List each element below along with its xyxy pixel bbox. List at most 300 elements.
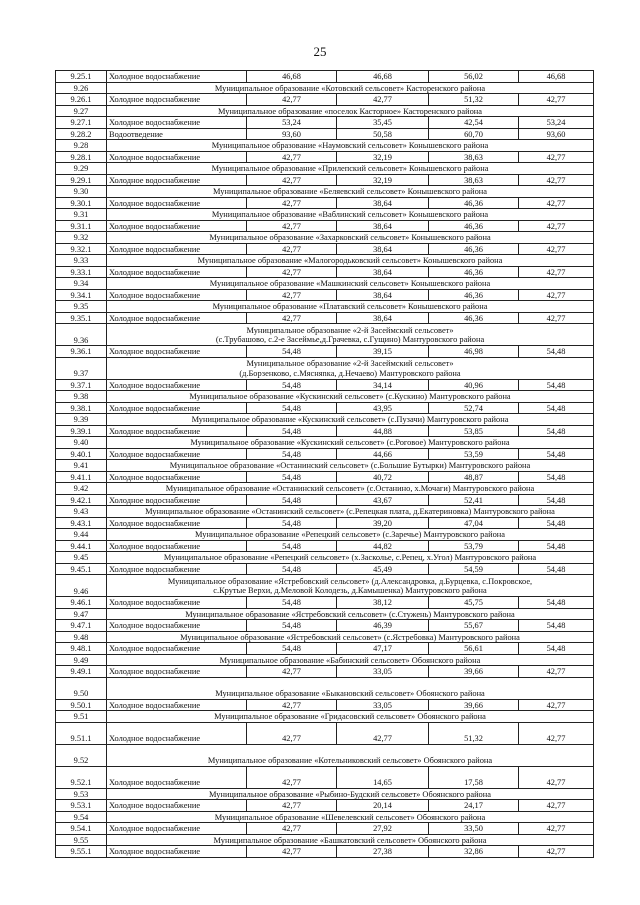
tariff-value: 42,77 — [247, 823, 337, 835]
section-title-line: Муниципальное образование «Останинский сельсовет» (с.Останино, х.Мочаги) Мантуровского района — [165, 484, 535, 494]
section-title-line: Муниципальное образование «Захарковский сельсовет» Конышевского района — [209, 233, 491, 243]
row-number: 9.48.1 — [56, 643, 107, 655]
table-row — [56, 379, 594, 391]
row-number: 9.41 — [56, 460, 107, 472]
service-name: Холодное водоснабжение — [107, 699, 247, 711]
tariff-value: 54,48 — [519, 448, 594, 460]
tariff-value: 54,48 — [247, 540, 337, 552]
section-header-row — [56, 575, 594, 597]
tariff-value: 38,12 — [337, 597, 429, 609]
service-name: Холодное водоснабжение — [107, 174, 247, 186]
section-title — [107, 677, 594, 699]
tariff-value: 42,77 — [247, 266, 337, 278]
service-name: Холодное водоснабжение — [107, 266, 247, 278]
table-row — [56, 563, 594, 575]
row-number: 9.35 — [56, 301, 107, 313]
row-number: 9.45 — [56, 552, 107, 564]
tariff-value: 35,45 — [337, 117, 429, 129]
tariff-value: 42,77 — [519, 289, 594, 301]
row-number: 9.50.1 — [56, 699, 107, 711]
tariff-value: 39,15 — [337, 346, 429, 358]
tariff-value: 54,48 — [247, 494, 337, 506]
tariff-value: 53,79 — [429, 540, 519, 552]
section-header-row — [56, 788, 594, 800]
section-header-row — [56, 608, 594, 620]
tariff-value: 42,77 — [519, 823, 594, 835]
tariff-value: 42,77 — [247, 312, 337, 324]
section-title — [107, 82, 594, 94]
tariff-value: 42,77 — [519, 312, 594, 324]
table-row — [56, 823, 594, 835]
tariff-value: 39,66 — [429, 666, 519, 678]
tariff-value: 46,39 — [337, 620, 429, 632]
row-number: 9.49 — [56, 654, 107, 666]
section-title — [107, 711, 594, 723]
tariff-value: 42,77 — [247, 766, 337, 788]
tariff-table — [55, 70, 594, 858]
section-header-row — [56, 631, 594, 643]
tariff-value: 32,19 — [337, 174, 429, 186]
section-header-row — [56, 105, 594, 117]
section-title-line-2: с.Крутые Верхи, д.Меловой Колодезь, д.Камышенка) Мантуровского района — [213, 586, 487, 596]
table-row — [56, 722, 594, 744]
section-title — [107, 163, 594, 175]
tariff-value: 38,63 — [429, 151, 519, 163]
row-number: 9.28.1 — [56, 151, 107, 163]
tariff-value: 56,61 — [429, 643, 519, 655]
section-title — [107, 232, 594, 244]
tariff-value: 54,48 — [247, 379, 337, 391]
tariff-value: 54,48 — [247, 563, 337, 575]
section-header-row — [56, 255, 594, 267]
tariff-value: 52,74 — [429, 402, 519, 414]
row-number: 9.44 — [56, 529, 107, 541]
tariff-value: 46,98 — [429, 346, 519, 358]
section-title-line: Муниципальное образование «Ваблинский сельсовет» Конышевского района — [211, 210, 489, 220]
service-name: Холодное водоснабжение — [107, 379, 247, 391]
section-title — [107, 575, 594, 597]
service-name: Холодное водоснабжение — [107, 517, 247, 529]
tariff-value: 42,77 — [519, 94, 594, 106]
tariff-value: 39,66 — [429, 699, 519, 711]
section-header-row — [56, 460, 594, 472]
section-header-row — [56, 744, 594, 766]
tariff-value: 42,77 — [247, 666, 337, 678]
row-number: 9.51 — [56, 711, 107, 723]
tariff-value: 54,48 — [519, 402, 594, 414]
tariff-value: 42,77 — [247, 94, 337, 106]
section-title-line-2: (д.Борзенково, с.Мясняnка, д.Нечаево) Мантуровского района — [239, 368, 461, 378]
row-number: 9.52 — [56, 744, 107, 766]
table-row — [56, 197, 594, 209]
row-number: 9.42 — [56, 483, 107, 495]
row-number: 9.25.1 — [56, 71, 107, 83]
table-row — [56, 494, 594, 506]
section-title-line: Муниципальное образование «Гридасовский сельсовет» Обоянского района — [214, 712, 486, 722]
tariff-value: 42,77 — [247, 289, 337, 301]
section-title-line: Муниципальное образование «Кускинский сельсовет» (с.Пузачи) Мантуровского района — [191, 415, 509, 425]
section-title-line: Муниципальное образование «2-й Засеймский сельсовет» — [246, 325, 454, 335]
row-number: 9.37 — [56, 357, 107, 379]
section-header-row — [56, 506, 594, 518]
tariff-value: 54,48 — [519, 494, 594, 506]
tariff-value: 47,04 — [429, 517, 519, 529]
row-number: 9.49.1 — [56, 666, 107, 678]
service-name: Холодное водоснабжение — [107, 289, 247, 301]
row-number: 9.38 — [56, 391, 107, 403]
tariff-value: 38,64 — [337, 197, 429, 209]
tariff-table-body — [56, 71, 594, 858]
tariff-value: 46,36 — [429, 312, 519, 324]
row-number: 9.33.1 — [56, 266, 107, 278]
section-header-row — [56, 552, 594, 564]
service-name: Холодное водоснабжение — [107, 151, 247, 163]
service-name: Холодное водоснабжение — [107, 846, 247, 858]
section-title — [107, 437, 594, 449]
section-title — [107, 357, 594, 379]
row-number: 9.47.1 — [56, 620, 107, 632]
tariff-value: 42,77 — [519, 151, 594, 163]
section-title — [107, 186, 594, 198]
row-number: 9.53.1 — [56, 800, 107, 812]
section-header-row — [56, 711, 594, 723]
service-name: Холодное водоснабжение — [107, 563, 247, 575]
section-title-line-2: (с.Трубашово, с.2-е Засеймье,д.Грачевка, с.Гущино) Мантуровского района — [215, 335, 485, 345]
tariff-value: 33,50 — [429, 823, 519, 835]
row-number: 9.38.1 — [56, 402, 107, 414]
service-name: Холодное водоснабжение — [107, 643, 247, 655]
tariff-value: 17,58 — [429, 766, 519, 788]
tariff-value: 54,48 — [519, 425, 594, 437]
section-title — [107, 631, 594, 643]
row-number: 9.32.1 — [56, 243, 107, 255]
table-row — [56, 471, 594, 483]
table-row — [56, 312, 594, 324]
section-title — [107, 608, 594, 620]
service-name: Холодное водоснабжение — [107, 71, 247, 83]
tariff-value: 44,82 — [337, 540, 429, 552]
section-title-line: Муниципальное образование «Наумовский сельсовет» Конышевского района — [211, 141, 489, 151]
section-title — [107, 506, 594, 518]
section-header-row — [56, 140, 594, 152]
table-row — [56, 289, 594, 301]
tariff-value: 54,48 — [519, 379, 594, 391]
section-title-line: Муниципальное образование «Ястребовский сельсовет» (д.Александровка, д.Бурцевка, с.Покровское, — [167, 576, 533, 586]
tariff-value: 42,77 — [247, 846, 337, 858]
row-number: 9.34 — [56, 278, 107, 290]
tariff-value: 54,48 — [519, 620, 594, 632]
tariff-value: 42,77 — [519, 666, 594, 678]
tariff-value: 40,72 — [337, 471, 429, 483]
tariff-value: 54,48 — [519, 643, 594, 655]
service-name: Холодное водоснабжение — [107, 540, 247, 552]
service-name: Холодное водоснабжение — [107, 425, 247, 437]
tariff-value: 42,77 — [247, 243, 337, 255]
row-number: 9.46 — [56, 575, 107, 597]
row-number: 9.26.1 — [56, 94, 107, 106]
row-number: 9.32 — [56, 232, 107, 244]
row-number: 9.29 — [56, 163, 107, 175]
section-title-line: Муниципальное образование «Останинский сельсовет» (с.Большие Бутырки) Мантуровского района — [169, 461, 531, 471]
tariff-value: 43,67 — [337, 494, 429, 506]
section-title-line: Муниципальное образование «Башкатовский сельсовет» Обоянского района — [213, 835, 487, 845]
row-number: 9.29.1 — [56, 174, 107, 186]
tariff-value: 42,77 — [337, 722, 429, 744]
section-header-row — [56, 677, 594, 699]
section-title — [107, 483, 594, 495]
tariff-value: 42,77 — [247, 174, 337, 186]
tariff-value: 24,17 — [429, 800, 519, 812]
row-number: 9.55 — [56, 834, 107, 846]
tariff-value: 52,41 — [429, 494, 519, 506]
tariff-value: 42,77 — [519, 220, 594, 232]
tariff-value: 42,77 — [519, 266, 594, 278]
tariff-value: 38,64 — [337, 312, 429, 324]
service-name: Холодное водоснабжение — [107, 766, 247, 788]
section-title — [107, 811, 594, 823]
service-name: Холодное водоснабжение — [107, 823, 247, 835]
row-number: 9.37.1 — [56, 379, 107, 391]
row-number: 9.27 — [56, 105, 107, 117]
tariff-value: 42,77 — [519, 846, 594, 858]
service-name: Холодное водоснабжение — [107, 243, 247, 255]
section-title — [107, 460, 594, 472]
section-title-line: Муниципальное образование «2-й Засеймский сельсовет» — [246, 359, 454, 369]
row-number: 9.39 — [56, 414, 107, 426]
section-header-row — [56, 811, 594, 823]
section-title — [107, 391, 594, 403]
page-number: 25 — [313, 44, 327, 59]
row-number: 9.47 — [56, 608, 107, 620]
section-title-line: Муниципальное образование «Беляевский сельсовет» Конышевского района — [213, 187, 487, 197]
section-title-line: Муниципальное образование «Быкановский сельсовет» Обоянского района — [215, 688, 485, 698]
table-row — [56, 117, 594, 129]
row-number: 9.27.1 — [56, 117, 107, 129]
tariff-value: 42,77 — [247, 197, 337, 209]
row-number: 9.48 — [56, 631, 107, 643]
section-header-row — [56, 529, 594, 541]
tariff-value: 54,48 — [519, 597, 594, 609]
row-number: 9.35.1 — [56, 312, 107, 324]
row-number: 9.33 — [56, 255, 107, 267]
tariff-value: 38,64 — [337, 289, 429, 301]
section-title-line: Муниципальное образование «Ястребовский сельсовет» (с.Стужень) Мантуровского района — [185, 609, 515, 619]
tariff-value: 42,77 — [247, 699, 337, 711]
section-title — [107, 414, 594, 426]
tariff-value: 54,48 — [247, 471, 337, 483]
service-name: Холодное водоснабжение — [107, 220, 247, 232]
section-header-row — [56, 391, 594, 403]
section-title — [107, 654, 594, 666]
row-number: 9.36.1 — [56, 346, 107, 358]
row-number: 9.50 — [56, 677, 107, 699]
service-name: Холодное водоснабжение — [107, 620, 247, 632]
tariff-value: 56,02 — [429, 71, 519, 83]
tariff-value: 46,36 — [429, 289, 519, 301]
row-number: 9.45.1 — [56, 563, 107, 575]
tariff-value: 45,75 — [429, 597, 519, 609]
section-title — [107, 834, 594, 846]
row-number: 9.43 — [56, 506, 107, 518]
tariff-value: 38,64 — [337, 266, 429, 278]
tariff-value: 44,88 — [337, 425, 429, 437]
section-title — [107, 278, 594, 290]
tariff-value: 33,05 — [337, 666, 429, 678]
tariff-value: 42,77 — [247, 722, 337, 744]
section-header-row — [56, 357, 594, 379]
service-name: Холодное водоснабжение — [107, 402, 247, 414]
row-number: 9.51.1 — [56, 722, 107, 744]
section-header-row — [56, 232, 594, 244]
section-header-row — [56, 437, 594, 449]
section-title-line: Муниципальное образование «поселок Касторное» Касторенского района — [218, 106, 482, 116]
service-name: Холодное водоснабжение — [107, 800, 247, 812]
section-header-row — [56, 186, 594, 198]
row-number: 9.54 — [56, 811, 107, 823]
tariff-value: 54,48 — [247, 517, 337, 529]
section-title-line: Муниципальное образование «Платавский сельсовет» Конышевского района — [212, 302, 488, 312]
service-name: Холодное водоснабжение — [107, 597, 247, 609]
table-row — [56, 517, 594, 529]
section-header-row — [56, 278, 594, 290]
section-title-line: Муниципальное образование «Репецкий сельсовет» (с.Заречье) Мантуровского района — [195, 530, 505, 540]
tariff-value: 42,77 — [337, 94, 429, 106]
table-row — [56, 151, 594, 163]
section-title — [107, 744, 594, 766]
row-number: 9.31.1 — [56, 220, 107, 232]
section-header-row — [56, 82, 594, 94]
table-row — [56, 540, 594, 552]
tariff-value: 51,32 — [429, 722, 519, 744]
tariff-value: 42,77 — [519, 243, 594, 255]
tariff-value: 54,48 — [519, 540, 594, 552]
tariff-value: 38,64 — [337, 220, 429, 232]
section-title-line: Муниципальное образование «Малогородьковский сельсовет» Конышевского района — [197, 256, 503, 266]
section-header-row — [56, 209, 594, 221]
tariff-value: 45,49 — [337, 563, 429, 575]
tariff-value: 40,96 — [429, 379, 519, 391]
table-row — [56, 220, 594, 232]
table-row — [56, 800, 594, 812]
tariff-value: 54,48 — [247, 346, 337, 358]
tariff-value: 43,95 — [337, 402, 429, 414]
section-header-row — [56, 834, 594, 846]
tariff-value: 33,05 — [337, 699, 429, 711]
row-number: 9.41.1 — [56, 471, 107, 483]
section-title-line: Муниципальное образование «Останинский сельсовет» (с.Репецкая плата, д.Екатериновка) Мантуровского района — [145, 507, 555, 517]
row-number: 9.40.1 — [56, 448, 107, 460]
tariff-value: 53,24 — [247, 117, 337, 129]
table-row — [56, 643, 594, 655]
section-title — [107, 255, 594, 267]
section-title-line: Муниципальное образование «Бабинский сельсовет» Обоянского района — [219, 655, 481, 665]
tariff-value: 46,68 — [247, 71, 337, 83]
section-header-row — [56, 301, 594, 313]
service-name: Холодное водоснабжение — [107, 117, 247, 129]
service-name: Холодное водоснабжение — [107, 312, 247, 324]
service-name: Водоотведение — [107, 128, 247, 140]
section-header-row — [56, 163, 594, 175]
service-name: Холодное водоснабжение — [107, 94, 247, 106]
section-title — [107, 140, 594, 152]
tariff-value: 93,60 — [519, 128, 594, 140]
tariff-value: 38,63 — [429, 174, 519, 186]
table-row — [56, 71, 594, 83]
row-number: 9.28 — [56, 140, 107, 152]
tariff-value: 54,48 — [247, 643, 337, 655]
tariff-value: 46,36 — [429, 266, 519, 278]
section-title — [107, 301, 594, 313]
tariff-value: 54,48 — [247, 402, 337, 414]
tariff-value: 46,36 — [429, 197, 519, 209]
tariff-value: 46,36 — [429, 243, 519, 255]
table-row — [56, 346, 594, 358]
section-title-line: Муниципальное образование «Рыбино-Будский сельсовет» Обоянского района — [209, 789, 491, 799]
row-number: 9.52.1 — [56, 766, 107, 788]
section-title-line: Муниципальное образование «Шевелевский сельсовет» Обоянского района — [214, 812, 486, 822]
table-row — [56, 666, 594, 678]
tariff-value: 42,77 — [519, 699, 594, 711]
table-row — [56, 620, 594, 632]
tariff-value: 54,48 — [247, 620, 337, 632]
tariff-value: 47,17 — [337, 643, 429, 655]
tariff-value: 54,59 — [429, 563, 519, 575]
tariff-value: 42,54 — [429, 117, 519, 129]
table-row — [56, 243, 594, 255]
row-number: 9.30.1 — [56, 197, 107, 209]
table-row — [56, 448, 594, 460]
service-name: Холодное водоснабжение — [107, 346, 247, 358]
section-title — [107, 529, 594, 541]
section-title-line: Муниципальное образование «Котельниковский сельсовет» Обоянского района — [207, 755, 493, 765]
section-title-line: Муниципальное образование «Ястребовский сельсовет» (с.Ястребовка) Мантуровского района — [180, 632, 520, 642]
row-number: 9.26 — [56, 82, 107, 94]
tariff-value: 34,14 — [337, 379, 429, 391]
tariff-value: 42,77 — [247, 151, 337, 163]
tariff-value: 38,64 — [337, 243, 429, 255]
tariff-value: 48,87 — [429, 471, 519, 483]
section-title-line: Муниципальное образование «Репецкий сельсовет» (х.Засколье, с.Репец, х.Угол) Мантуровского района — [163, 553, 537, 563]
section-title — [107, 552, 594, 564]
tariff-value: 32,86 — [429, 846, 519, 858]
section-header-row — [56, 483, 594, 495]
row-number: 9.34.1 — [56, 289, 107, 301]
tariff-value: 39,20 — [337, 517, 429, 529]
tariff-value: 42,77 — [519, 197, 594, 209]
tariff-value: 53,59 — [429, 448, 519, 460]
tariff-value: 54,48 — [519, 563, 594, 575]
row-number: 9.36 — [56, 324, 107, 346]
tariff-value: 54,48 — [519, 517, 594, 529]
row-number: 9.44.1 — [56, 540, 107, 552]
service-name: Холодное водоснабжение — [107, 494, 247, 506]
section-header-row — [56, 654, 594, 666]
tariff-value: 55,67 — [429, 620, 519, 632]
tariff-value: 44,66 — [337, 448, 429, 460]
tariff-value: 54,48 — [519, 471, 594, 483]
table-row — [56, 174, 594, 186]
section-title — [107, 105, 594, 117]
tariff-value: 54,48 — [247, 448, 337, 460]
row-number: 9.42.1 — [56, 494, 107, 506]
tariff-value: 46,68 — [519, 71, 594, 83]
section-title-line: Муниципальное образование «Машкинский сельсовет» Конышевского района — [209, 279, 491, 289]
tariff-value: 53,24 — [519, 117, 594, 129]
tariff-value: 42,77 — [519, 800, 594, 812]
row-number: 9.39.1 — [56, 425, 107, 437]
tariff-value: 60,70 — [429, 128, 519, 140]
tariff-value: 42,77 — [247, 220, 337, 232]
